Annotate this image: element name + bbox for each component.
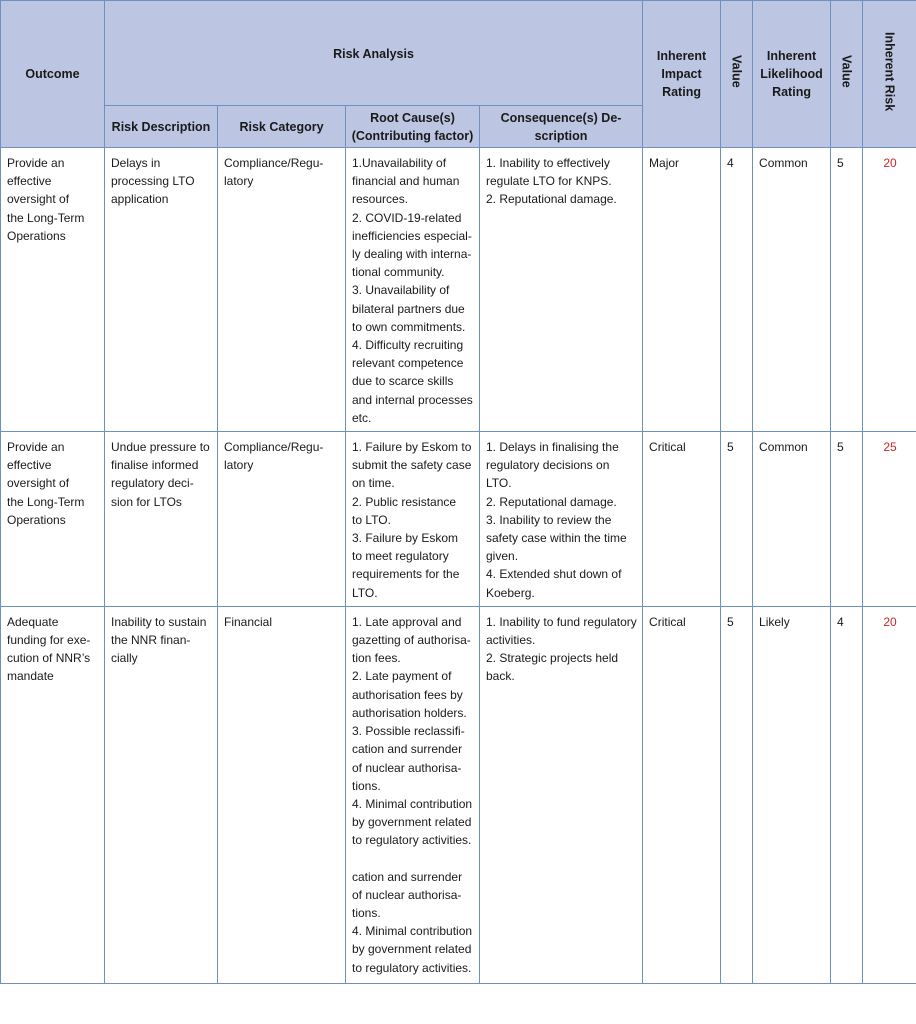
root-cause-cell: 1.Unavailability of financial and human resources. 2. COVID-19-related inefficiencies especial- ly dealing with interna- tional community. 3. Unavailability of bilateral partners due to own commitments. 4. Difficulty recruiting relevant competence due to scarce skills and internal processes etc.: [346, 148, 480, 432]
outcome-cell: Provide an effective oversight of the Long-Term Operations: [1, 148, 105, 432]
header-risk-description: Risk Description: [105, 106, 218, 148]
header-root-cause: Root Cause(s) (Contributing factor): [346, 106, 480, 148]
likelihood-rating-cell: Common: [753, 148, 831, 432]
impact-rating-cell: Critical: [643, 432, 721, 607]
impact-value-cell: 5: [721, 432, 753, 607]
consequence-cell: 1. Delays in finalising the regulatory decisions on LTO. 2. Reputational damage. 3. Inability to review the safety case within the time given. 4. Extended shut down of Koeberg.: [480, 432, 643, 607]
impact-rating-cell: Major: [643, 148, 721, 432]
likelihood-rating-cell: Common: [753, 432, 831, 607]
impact-rating-cell: Critical: [643, 606, 721, 983]
header-row-top: [1, 1, 916, 106]
table-row: [1, 606, 916, 983]
impact-value-cell: 5: [721, 606, 753, 983]
header-impact-value: Value: [721, 1, 753, 148]
header-impact-rating: Inherent Impact Rating: [643, 1, 721, 148]
header-likelihood-value: Value: [831, 1, 863, 148]
root-cause-cell: 1. Failure by Eskom to submit the safety case on time. 2. Public resistance to LTO. 3. Failure by Eskom to meet regulatory requirements for the LTO.: [346, 432, 480, 607]
risk-description-cell: Inability to sustain the NNR finan- cially: [105, 606, 218, 983]
outcome-cell: Adequate funding for exe- cution of NNR’s mandate: [1, 606, 105, 983]
header-likelihood-rating: Inherent Likelihood Rating: [753, 1, 831, 148]
likelihood-value-cell: 5: [831, 148, 863, 432]
consequence-cell: 1. Inability to effectively regulate LTO for KNPS. 2. Reputational damage.: [480, 148, 643, 432]
header-inherent-risk: Inherent Risk: [863, 1, 916, 148]
risk-description-cell: Undue pressure to finalise informed regulatory deci- sion for LTOs: [105, 432, 218, 607]
header-risk-category: Risk Category: [218, 106, 346, 148]
table-row: [1, 432, 916, 607]
likelihood-rating-cell: Likely: [753, 606, 831, 983]
likelihood-value-cell: 5: [831, 432, 863, 607]
likelihood-value-cell: 4: [831, 606, 863, 983]
table-row: [1, 148, 916, 432]
risk-category-cell: Financial: [218, 606, 346, 983]
risk-description-cell: Delays in processing LTO application: [105, 148, 218, 432]
header-risk-analysis: Risk Analysis: [105, 1, 643, 106]
impact-value-cell: 4: [721, 148, 753, 432]
risk-category-cell: Compliance/Regu- latory: [218, 148, 346, 432]
inherent-risk-cell: 20: [863, 606, 916, 983]
risk-category-cell: Compliance/Regu- latory: [218, 432, 346, 607]
inherent-risk-cell: 20: [863, 148, 916, 432]
outcome-cell: Provide an effective oversight of the Long-Term Operations: [1, 432, 105, 607]
root-cause-cell: 1. Late approval and gazetting of authorisa- tion fees. 2. Late payment of authorisation fees by authorisation holders. 3. Possible reclassifi- cation and surrender of nuclear authorisa- tions. 4. Minimal contribution by government related to regulatory activities. cation and surrender of nuclear authorisa- tions. 4. Minimal contribution by government related to regulatory activities.: [346, 606, 480, 983]
header-consequence: Consequence(s) De- scription: [480, 106, 643, 148]
consequence-cell: 1. Inability to fund regulatory activities. 2. Strategic projects held back.: [480, 606, 643, 983]
header-outcome: Outcome: [1, 1, 105, 148]
inherent-risk-cell: 25: [863, 432, 916, 607]
